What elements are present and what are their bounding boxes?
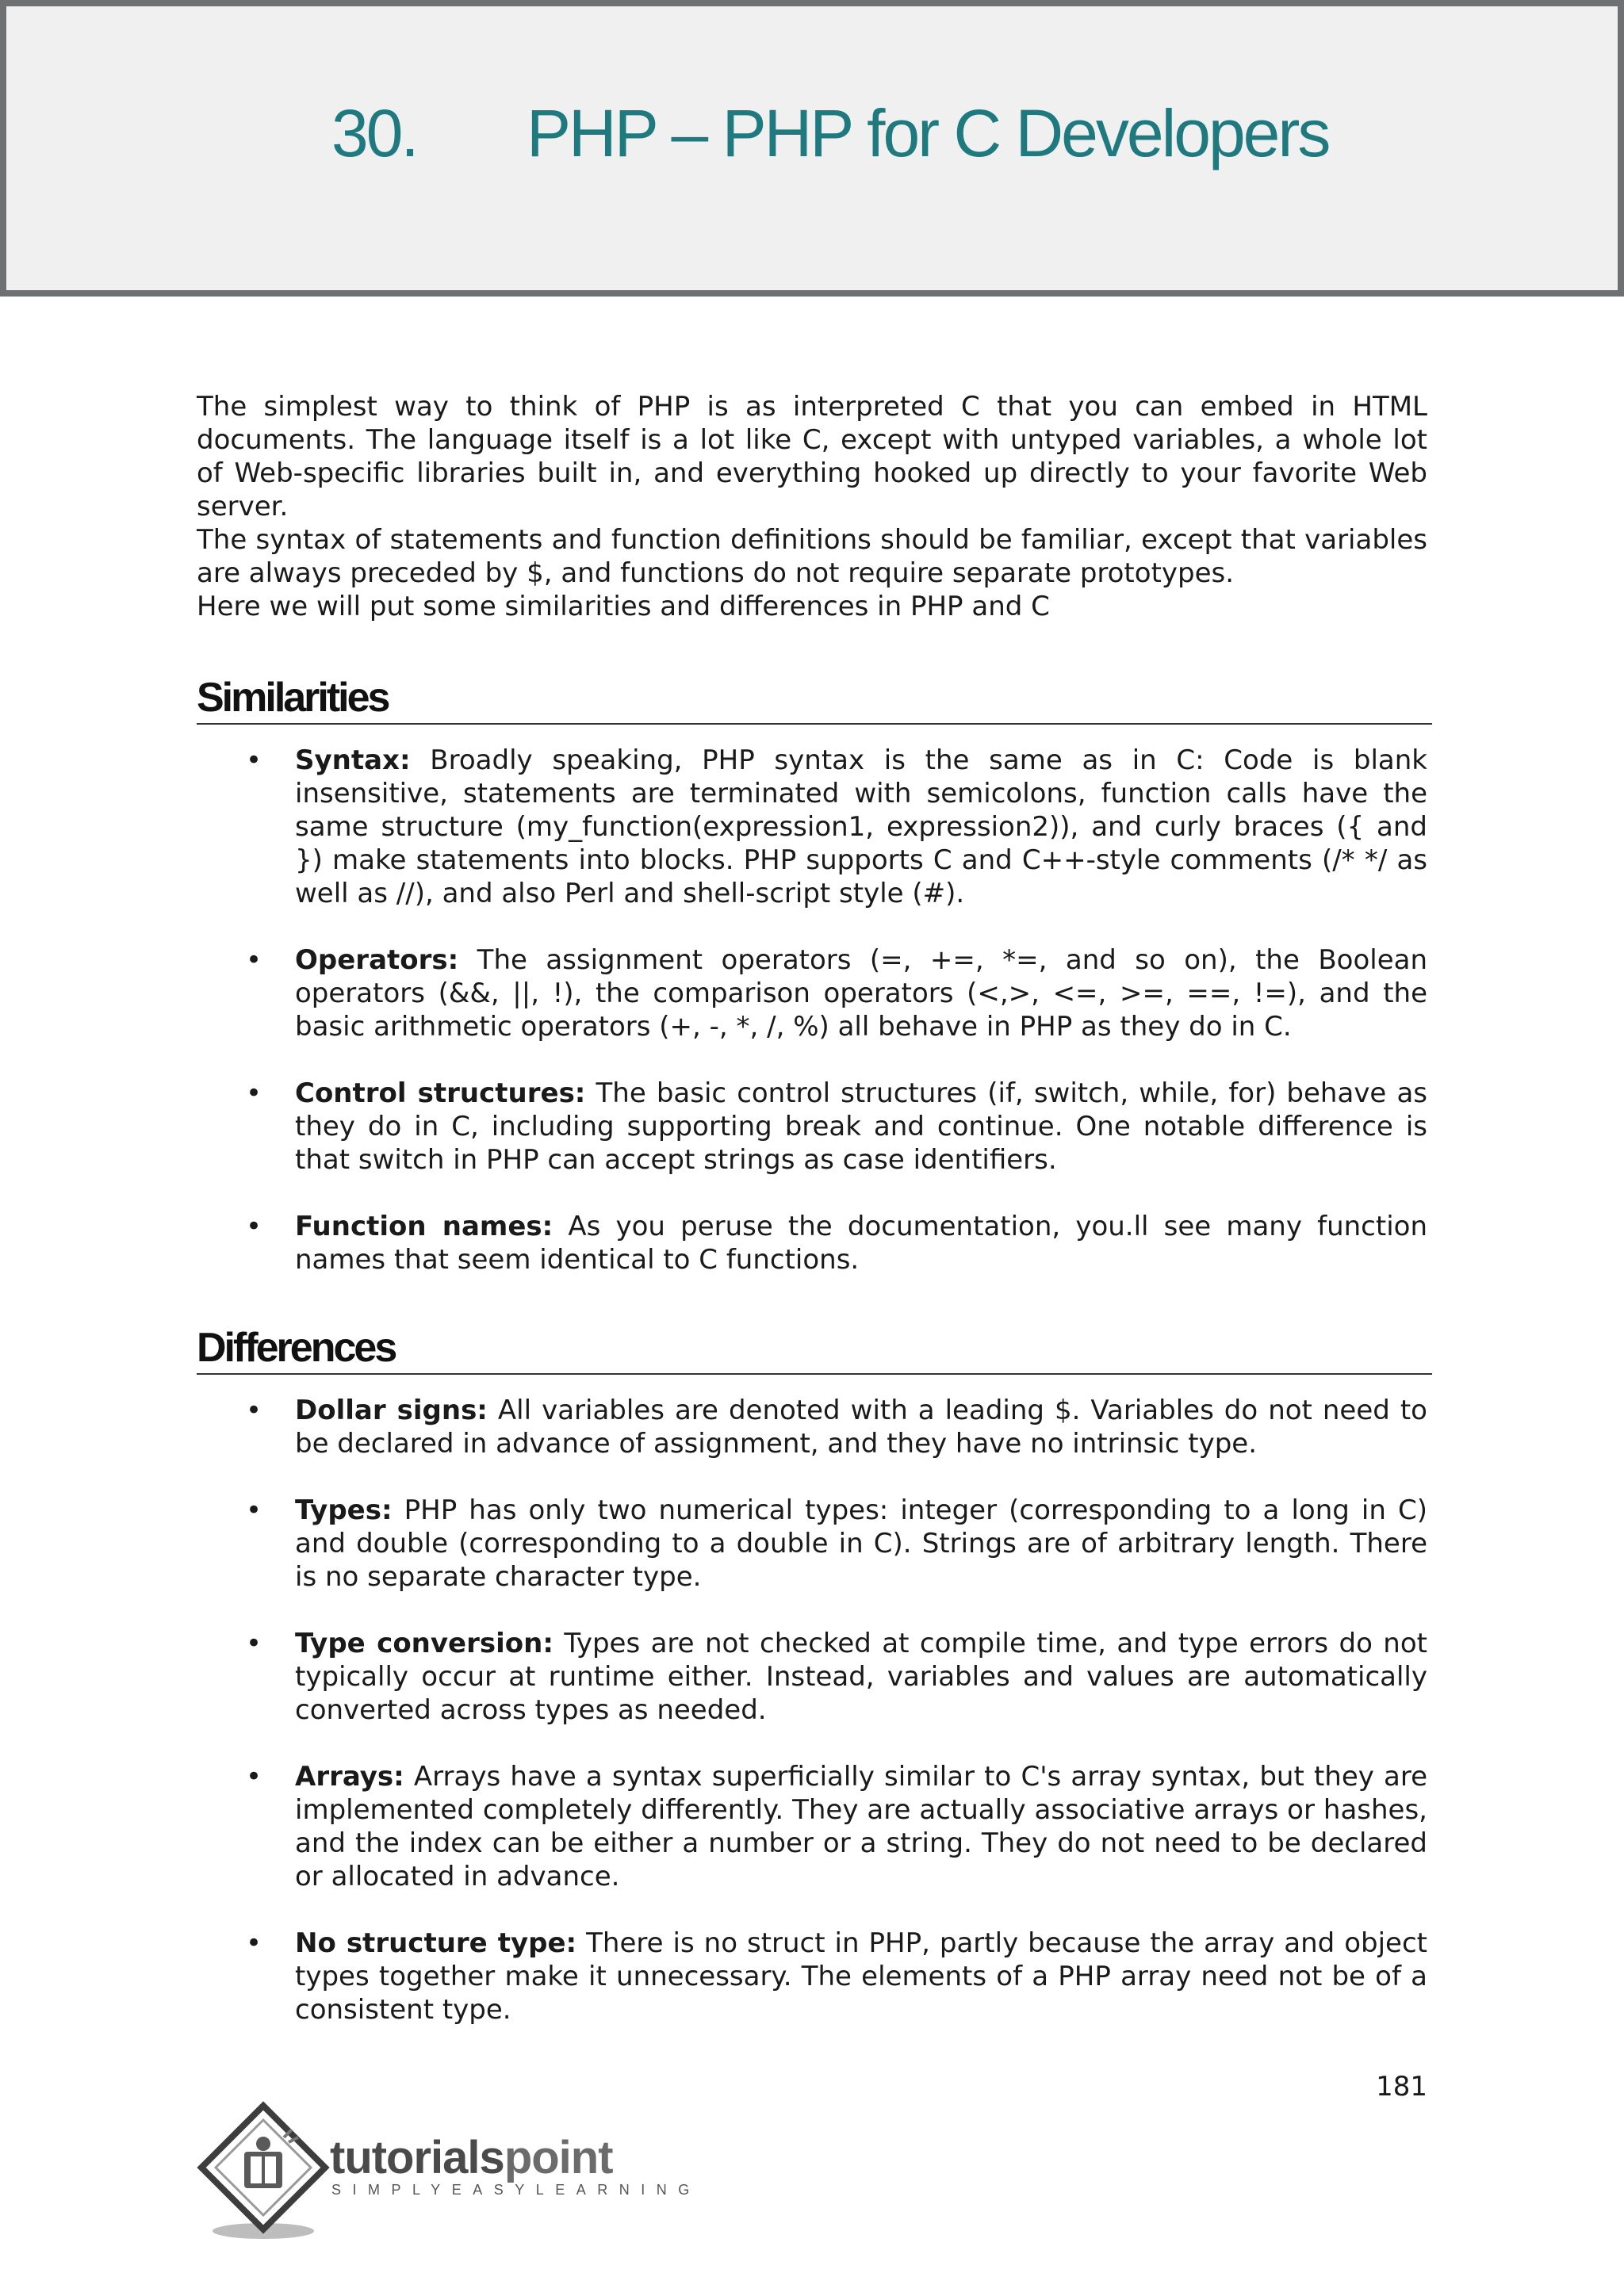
logo-tagline: SIMPLYEASYLEARNING xyxy=(331,2182,701,2198)
list-item xyxy=(197,1077,1427,1177)
list-item-term: Arrays: xyxy=(295,1761,404,1793)
list-item xyxy=(197,1210,1427,1276)
list-item-term: No structure type: xyxy=(295,1927,577,1959)
list-item xyxy=(197,744,1427,910)
chapter-header xyxy=(0,0,1624,297)
list-item-text xyxy=(295,1760,1427,1893)
list-item-text xyxy=(295,1494,1427,1594)
list-item-description: All variables are denoted with a leading $. Variables do not need to be declared in advance of assignment, and they have no intrinsic type. xyxy=(295,1395,1427,1460)
tutorialspoint-logo xyxy=(195,2099,701,2245)
chapter-title-text: PHP – PHP for C Developers xyxy=(527,96,1329,170)
logo-word-point: point xyxy=(504,2132,613,2183)
list-item xyxy=(197,1494,1427,1594)
list-item-text xyxy=(295,1627,1427,1727)
list-item-description: PHP has only two numerical types: integer (corresponding to a long in C) and double (corresponding to a double in C). Strings are of arbitrary length. There is no separate character type. xyxy=(295,1494,1428,1593)
bullet: • xyxy=(246,1761,262,1793)
list-item xyxy=(197,1760,1427,1893)
list-item-description: Broadly speaking, PHP syntax is the same as in C: Code is blank insensitive, statements are terminated with semicolons, function calls have the same structure (my_function(expression1, expression2)), and curly braces ({ and }) make statements into blocks. PHP supports C and C++-style comments (/* */ as well as //), and also Perl and shell-script style (#). xyxy=(295,744,1427,909)
list-item-text xyxy=(295,1927,1427,2026)
list-item-description: There is no struct in PHP, partly because the array and object types together make it unnecessary. The elements of a PHP array need not be of a consistent type. xyxy=(295,1927,1427,2026)
list-item-term: Syntax: xyxy=(295,744,411,776)
list-item-description: Arrays have a syntax superficially similar to C's array syntax, but they are implemented completely differently. They are actually associative arrays or hashes, and the index can be either a number or a string. They do not need to be declared or allocated in advance. xyxy=(295,1761,1427,1892)
list-item xyxy=(197,1394,1427,1460)
chapter-number: 30. xyxy=(331,96,417,170)
logo-word-tutorials: tutorials xyxy=(330,2132,504,2183)
differences-list xyxy=(197,1394,1427,2060)
similarities-list xyxy=(197,744,1427,1310)
list-item-term: Function names: xyxy=(295,1211,553,1242)
bullet: • xyxy=(246,944,262,976)
bullet: • xyxy=(246,1494,262,1526)
list-item-description: As you peruse the documentation, you.ll see many function names that seem identical to C functions. xyxy=(295,1211,1427,1276)
list-item xyxy=(197,1927,1427,2026)
list-item-description: The assignment operators (=, +=, *=, and so on), the Boolean operators (&&, ||, !), the comparison operators (<,>, <=, >=, ==, !=), and the basic arithmetic operators (+, -, *, /, %) all behave in PHP as they do in C. xyxy=(295,944,1427,1043)
logo-wordmark xyxy=(330,2131,613,2184)
bullet: • xyxy=(246,744,262,776)
list-item xyxy=(197,943,1427,1043)
bullet: • xyxy=(246,1628,262,1659)
intro-section xyxy=(197,390,1427,623)
list-item-text xyxy=(295,943,1427,1043)
list-item-term: Types: xyxy=(295,1494,393,1526)
intro-paragraph-1: The simplest way to think of PHP is as interpreted C that you can embed in HTML documents. The language itself is a lot like C, except with untyped variables, a whole lot of Web-specific libraries built in, and everything hooked up directly to your favorite Web server. xyxy=(197,391,1427,522)
list-item-term: Type conversion: xyxy=(295,1628,553,1659)
intro-paragraph-3: Here we will put some similarities and differences in PHP and C xyxy=(197,591,1050,622)
list-item-text xyxy=(295,1394,1427,1460)
list-item-description: Types are not checked at compile time, and type errors do not typically occur at runtime either. Instead, variables and values are automatically converted across types as needed. xyxy=(295,1628,1427,1726)
list-item-text xyxy=(295,744,1427,910)
bullet: • xyxy=(246,1077,262,1109)
list-item-term: Dollar signs: xyxy=(295,1395,488,1426)
intro-paragraph-2: The syntax of statements and function definitions should be familiar, except that variables are always preceded by $, and functions do not require separate prototypes. xyxy=(197,524,1427,589)
page-number: 181 xyxy=(1376,2071,1427,2103)
differences-heading: Differences xyxy=(197,1322,1432,1375)
similarities-heading: Similarities xyxy=(197,672,1432,725)
bullet: • xyxy=(246,1395,262,1426)
list-item-text xyxy=(295,1077,1427,1177)
bullet: • xyxy=(246,1211,262,1242)
list-item xyxy=(197,1627,1427,1727)
list-item-text xyxy=(295,1210,1427,1276)
logo-mark-icon xyxy=(195,2099,338,2242)
list-item-term: Operators: xyxy=(295,944,459,976)
bullet: • xyxy=(246,1927,262,1959)
list-item-term: Control structures: xyxy=(295,1077,586,1109)
list-item-description: The basic control structures (if, switch, while, for) behave as they do in C, including supporting break and continue. One notable difference is that switch in PHP can accept strings as case identifiers. xyxy=(295,1077,1427,1176)
